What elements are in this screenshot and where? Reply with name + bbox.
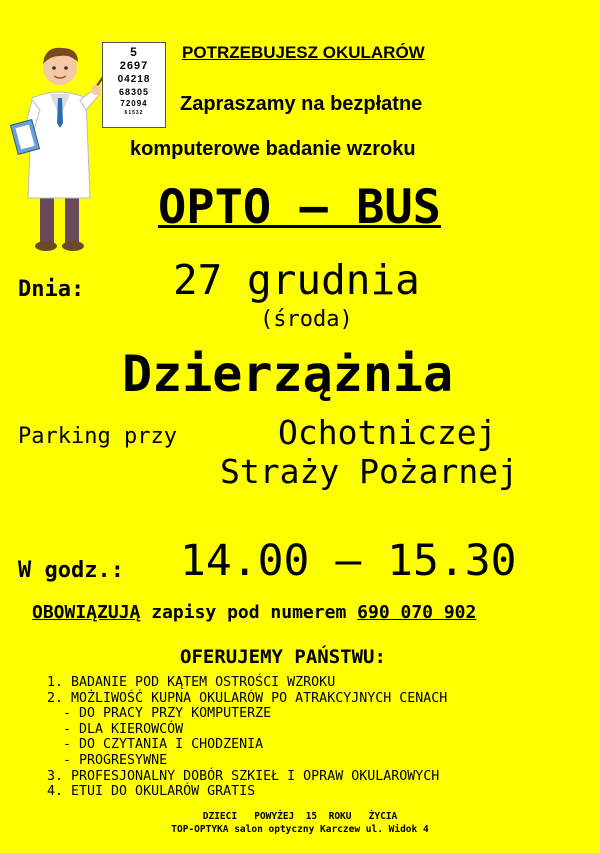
eye-chart	[102, 42, 166, 128]
list-item: 3. PROFESJONALNY DOBÓR SZKIEŁ I OPRAW OKULAROWYCH	[47, 768, 440, 784]
brand-title: OPTO – BUS	[158, 180, 441, 235]
list-item: - DO CZYTANIA I CHODZENIA	[47, 737, 264, 753]
list-item: 2. MOŻLIWOŚĆ KUPNA OKULARÓW PO ATRAKCYJNYCH CENACH	[47, 690, 448, 706]
eye-chart-row: 72094	[120, 99, 148, 108]
list-item: 4. ETUI DO OKULARÓW GRATIS	[47, 784, 256, 800]
place-line-1: Ochotniczej	[278, 413, 497, 452]
list-item: - DO PRACY PRZY KOMPUTERZE	[47, 706, 272, 722]
place-line-2: Straży Pożarnej	[220, 452, 519, 491]
hours-value: 14.00 – 15.30	[180, 536, 517, 586]
list-item: 1. BADANIE POD KĄTEM OSTROŚCI WZROKU	[47, 675, 336, 690]
list-item: - DLA KIEROWCÓW	[47, 721, 184, 737]
eye-chart-row: 68305	[118, 87, 150, 97]
headline-invitation: Zapraszamy na bezpłatne	[180, 93, 423, 115]
booking-text: zapisy pod numerem	[151, 602, 347, 623]
offer-list	[47, 675, 447, 800]
phone-number: 690 070 902	[357, 602, 477, 623]
hours-label: W godz.:	[18, 558, 124, 583]
eye-chart-row: 2697	[119, 60, 149, 72]
booking-emphasis: OBOWIĄZUJĄ	[32, 602, 141, 623]
city-name: Dzierzążnia	[122, 345, 454, 403]
offer-title: OFERUJEMY PAŃSTWU:	[180, 646, 386, 668]
parking-label: Parking przy	[18, 424, 177, 449]
footer-age-note: DZIECI POWYŻEJ 15 ROKU ŻYCIA	[202, 811, 398, 822]
list-item: - PROGRESYWNE	[47, 752, 168, 768]
eye-chart-row: 04218	[117, 74, 151, 85]
eye-chart-row: 5	[130, 45, 138, 59]
headline-exam: komputerowe badanie wzroku	[130, 138, 416, 160]
eye-chart-row: 61532	[124, 110, 144, 116]
weekday: (środa)	[260, 307, 353, 332]
date-label: Dnia:	[18, 277, 85, 302]
footer-address: TOP-OPTYKA salon optyczny Karczew ul. Widok 4	[171, 824, 429, 835]
date-value: 27 grudnia	[173, 256, 420, 304]
headline-question: POTRZEBUJESZ OKULARÓW	[182, 43, 425, 62]
booking-line	[32, 602, 476, 623]
